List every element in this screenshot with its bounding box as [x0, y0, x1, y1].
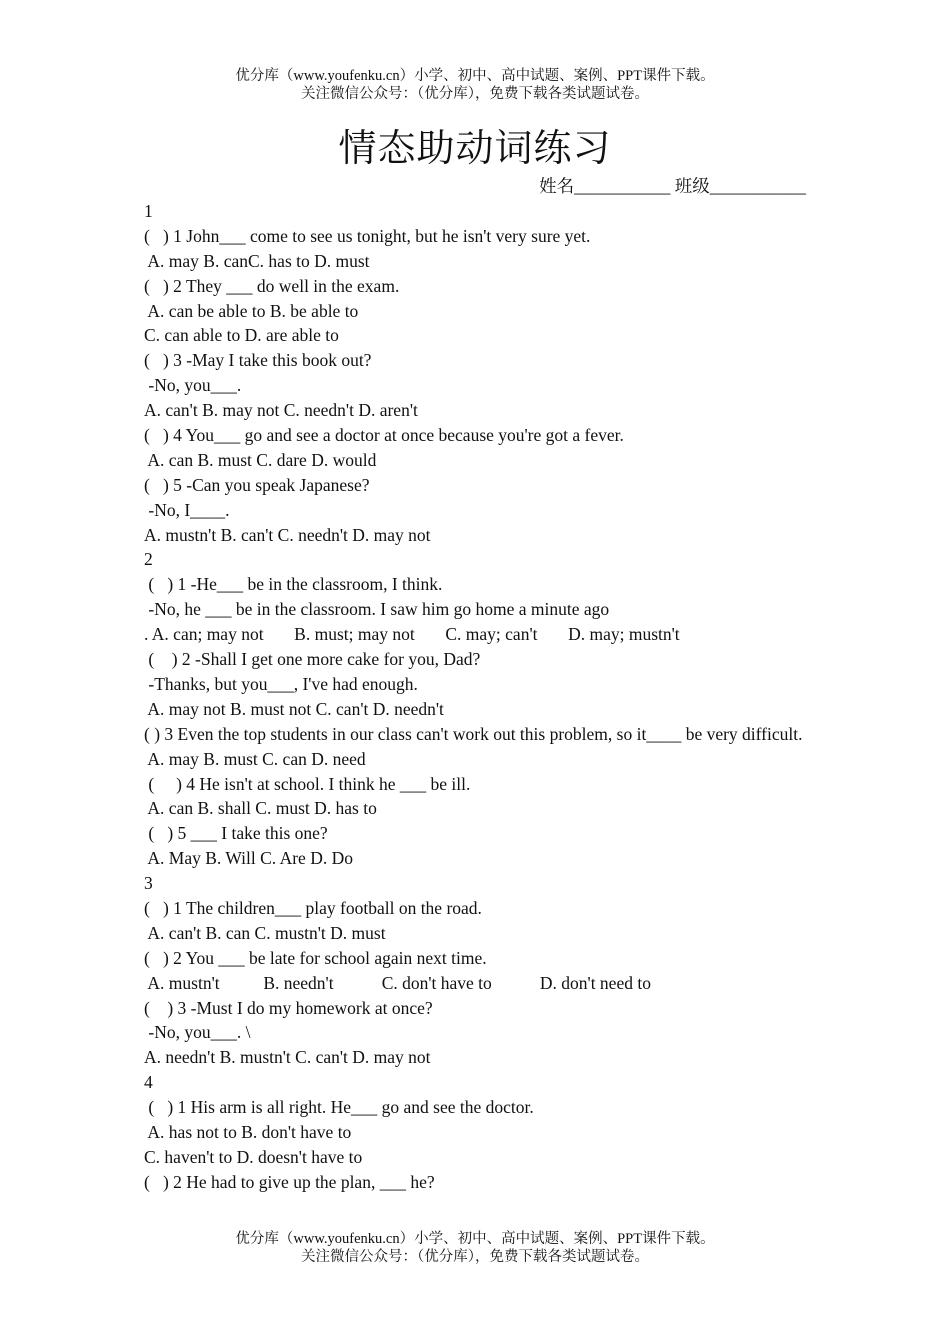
options-line: C. can able to D. are able to	[144, 325, 339, 346]
options-line: . A. can; may not B. must; may not C. may; can't D. may; mustn't	[144, 624, 680, 645]
options-line: A. mustn't B. needn't C. don't have to D. don't need to	[144, 972, 651, 993]
section-number: 3	[144, 873, 153, 894]
question-line: ( ) 1 John___ come to see us tonight, but he isn't very sure yet.	[144, 225, 591, 246]
question-line: ( ) 1 His arm is all right. He___ go and see the doctor.	[144, 1097, 534, 1118]
dialogue-line: -Thanks, but you___, I've had enough.	[144, 673, 418, 694]
page-header	[0, 67, 950, 103]
options-line: A. can't B. can C. mustn't D. must	[144, 922, 386, 943]
options-line: A. can B. shall C. must D. has to	[144, 798, 377, 819]
question-line: ( ) 4 You___ go and see a doctor at once because you're got a fever.	[144, 425, 624, 446]
question-line: ( ) 2 You ___ be late for school again next time.	[144, 947, 487, 968]
header-line-2: 关注微信公众号：（优分库），免费下载各类试题试卷。	[301, 86, 649, 102]
options-line: A. may B. canC. has to D. must	[144, 250, 370, 271]
footer-line-2: 关注微信公众号：（优分库），免费下载各类试题试卷。	[301, 1249, 649, 1265]
exercise-body	[144, 199, 806, 1195]
question-line: ( ) 3 Even the top students in our class can't work out this problem, so it____ be very difficult.	[144, 723, 803, 744]
dialogue-line: -No, you___.	[144, 375, 242, 396]
options-line: A. mustn't B. can't C. needn't D. may not	[144, 524, 431, 545]
section-number: 2	[144, 549, 153, 570]
options-line: A. can't B. may not C. needn't D. aren't	[144, 400, 418, 421]
question-line: ( ) 1 The children___ play football on the road.	[144, 897, 482, 918]
options-line: A. may not B. must not C. can't D. needn't	[144, 698, 444, 719]
question-line: ( ) 3 -May I take this book out?	[144, 350, 372, 371]
question-line: ( ) 1 -He___ be in the classroom, I think.	[144, 574, 443, 595]
question-line: ( ) 2 He had to give up the plan, ___ he?	[144, 1171, 435, 1192]
options-line: A. may B. must C. can D. need	[144, 748, 366, 769]
dialogue-line: -No, I____.	[144, 499, 230, 520]
options-line: C. haven't to D. doesn't have to	[144, 1146, 363, 1167]
section-number: 4	[144, 1072, 153, 1093]
options-line: A. May B. Will C. Are D. Do	[144, 848, 353, 869]
options-line: A. needn't B. mustn't C. can't D. may not	[144, 1047, 431, 1068]
question-line: ( ) 5 ___ I take this one?	[144, 823, 328, 844]
question-line: ( ) 2 They ___ do well in the exam.	[144, 275, 400, 296]
dialogue-line: -No, you___. \	[144, 1022, 251, 1043]
question-line: ( ) 4 He isn't at school. I think he ___ be ill.	[144, 773, 471, 794]
options-line: A. can B. must C. dare D. would	[144, 449, 377, 470]
options-line: A. can be able to B. be able to	[144, 300, 359, 321]
question-line: ( ) 2 -Shall I get one more cake for you, Dad?	[144, 649, 481, 670]
question-line: ( ) 5 -Can you speak Japanese?	[144, 474, 370, 495]
header-line-1: 优分库（www.youfenku.cn）小学、初中、高中试题、案例、PPT课件下载。	[235, 68, 715, 84]
student-info-line: 姓名___________ 班级___________	[539, 176, 806, 196]
question-line: ( ) 3 -Must I do my homework at once?	[144, 997, 433, 1018]
worksheet-title: 情态助动词练习	[338, 128, 612, 170]
section-number: 1	[144, 201, 153, 221]
dialogue-line: -No, he ___ be in the classroom. I saw him go home a minute ago	[144, 599, 610, 620]
options-line: A. has not to B. don't have to	[144, 1121, 352, 1142]
page-footer	[0, 1230, 950, 1266]
footer-line-1: 优分库（www.youfenku.cn）小学、初中、高中试题、案例、PPT课件下载。	[235, 1231, 715, 1247]
